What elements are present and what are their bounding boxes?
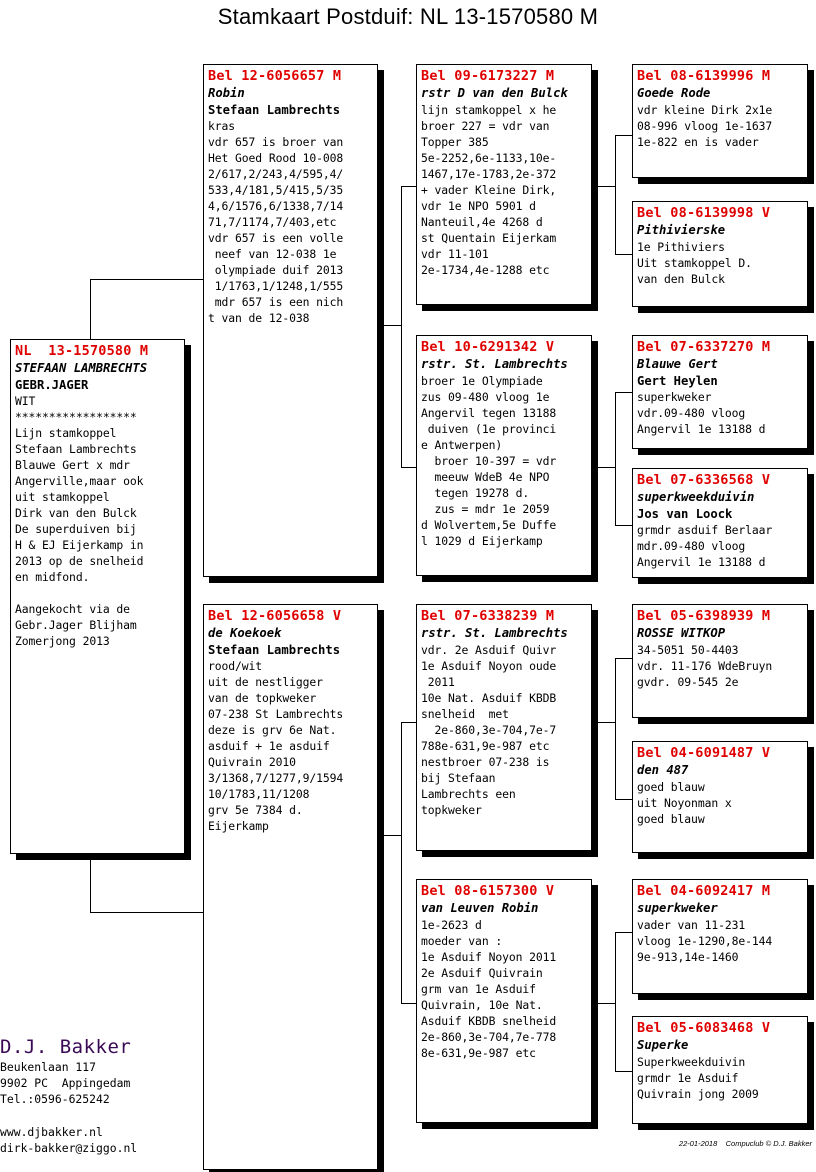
ring-number: Bel 08-6157300 V xyxy=(421,883,555,899)
ffm-card xyxy=(632,201,808,307)
connector-line xyxy=(615,932,633,933)
mmf-card xyxy=(632,879,808,994)
connector-line xyxy=(90,279,204,280)
connector-line xyxy=(591,467,615,468)
mfm-card xyxy=(632,741,808,853)
pigeon-notes: 1e Pithiviers Uit stamkoppel D. van den Bulck xyxy=(637,240,752,286)
pigeon-name: Robin xyxy=(208,86,245,100)
connector-line xyxy=(615,932,616,1072)
breeder-contact-links[interactable]: www.djbakker.nl dirk-bakker@ziggo.nl xyxy=(0,1125,138,1155)
page-title: Stamkaart Postduif: NL 13-1570580 M xyxy=(217,4,599,29)
ring-number: Bel 09-6173227 M xyxy=(421,68,555,84)
connector-line xyxy=(591,1003,615,1004)
pigeon-name: Pithivierske xyxy=(637,223,726,237)
fff-card xyxy=(632,64,808,178)
pigeon-notes: lijn stamkoppel x he broer 227 = vdr van Topper 385 5e-2252,6e-1133,10e- 1467,17e-1783,2e-372 + vader Kleine Dirk, vdr 1e NPO 5901 d Nanteuil,4e 4268 d st Quentain Eijerkam vdr 11-101 2e-1734,4e-1288 etc xyxy=(421,103,557,277)
owner-name: GEBR.JAGER xyxy=(15,378,89,392)
pigeon-name: superkweekduivin xyxy=(637,490,755,504)
pigeon-name: de Koekoek xyxy=(208,626,282,640)
mother-mother-card xyxy=(416,879,592,1123)
pigeon-name: van Leuven Robin xyxy=(421,901,539,915)
pigeon-notes: kras vdr 657 is broer van Het Goed Rood 10-008 2/617,2/243,4/595,4/ 533,4/181,5/415,5/35 4,6/1576,6/1338,7/14 71,7/1174,7/403,etc vdr 657 is een volle neef van 12-038 1e olympiade duif 2013 1/1763,1/1248,1/555 mdr 657 is een nich t van de 12-038 xyxy=(208,119,344,325)
ring-number: NL 13-1570580 M xyxy=(15,343,149,359)
pigeon-notes: grmdr asduif Berlaar mdr.09-480 vloog Angervil 1e 13188 d xyxy=(637,523,773,569)
connector-line xyxy=(615,254,633,255)
connector-line xyxy=(615,799,633,800)
ring-number: Bel 05-6398939 M xyxy=(637,608,771,624)
connector-line xyxy=(591,722,615,723)
pigeon-notes: Superkweekduivin grmdr 1e Asduif Quivrain jong 2009 xyxy=(637,1055,759,1101)
pigeon-name: superkweker xyxy=(637,901,718,915)
connector-line xyxy=(615,135,616,255)
connector-line xyxy=(401,722,417,723)
ring-number: Bel 07-6336568 V xyxy=(637,472,771,488)
owner-name: Gert Heylen xyxy=(637,374,718,388)
ring-number: Bel 08-6139996 M xyxy=(637,68,771,84)
pigeon-notes: 1e-2623 d moeder van : 1e Asduif Noyon 2011 2e Asduif Quivrain grm van 1e Asduif Quivrain, 10e Nat. Asduif KBDB snelheid 2e-860,3e-704,7e-778 8e-631,9e-987 etc xyxy=(421,918,557,1060)
ring-number: Bel 12-6056657 M xyxy=(208,68,342,84)
connector-line xyxy=(377,835,401,836)
pigeon-notes: broer 1e Olympiade zus 09-480 vloog 1e Angervil tegen 13188 duiven (1e provinci e Antwerpen) broer 10-397 = vdr meeuw WdeB 4e NPO tegen 19278 d. zus = mdr 1e 2059 d Wolvertem,5e Duffe l 1029 d Eijerkamp xyxy=(421,374,557,548)
mother-card xyxy=(203,604,378,1170)
connector-line xyxy=(615,135,633,136)
ring-number: Bel 08-6139998 V xyxy=(637,205,771,221)
owner-name: Jos van Loock xyxy=(637,507,733,521)
ring-number: Bel 12-6056658 V xyxy=(208,608,342,624)
connector-line xyxy=(401,186,402,468)
ring-number: Bel 10-6291342 V xyxy=(421,339,555,355)
pigeon-name: ROSSE WITKOP xyxy=(637,626,726,640)
pigeon-name: den 487 xyxy=(637,763,689,777)
pigeon-notes: vader van 11-231 vloog 1e-1290,8e-144 9e-913,14e-1460 xyxy=(637,918,773,964)
pigeon-name: Blauwe Gert xyxy=(637,357,718,371)
pigeon-notes: superkweker vdr.09-480 vloog Angervil 1e 13188 d xyxy=(637,390,766,436)
connector-line xyxy=(615,658,633,659)
owner-name: Stefaan Lambrechts xyxy=(208,103,341,117)
connector-line xyxy=(377,325,401,326)
pigeon-notes: WIT ****************** Lijn stamkoppel Stefaan Lambrechts Blauwe Gert x mdr Angerville,maar ook uit stamkoppel Dirk van den Bulck De superduiven bij H & EJ Eijerkamp in 2013 op de snelheid en midfond. Aangekocht via de Gebr.Jager Blijham Zomerjong 2013 xyxy=(15,394,144,648)
fmm-card xyxy=(632,468,808,578)
ring-number: Bel 04-6091487 V xyxy=(637,745,771,761)
connector-line xyxy=(401,722,402,1004)
pigeon-notes: 34-5051 50-4403 vdr. 11-176 WdeBruyn gvdr. 09-545 2e xyxy=(637,643,773,689)
pigeon-notes: vdr. 2e Asduif Quivr 1e Asduif Noyon oude 2011 10e Nat. Asduif KBDB snelheid met 2e-860,3e-704,7e-7 788e-631,9e-987 etc nestbroer 07-238 is bij Stefaan Lambrechts een topkweker xyxy=(421,643,557,817)
connector-line xyxy=(401,1003,417,1004)
pigeon-name: rstr. St. Lambrechts xyxy=(421,626,568,640)
ring-number: Bel 07-6337270 M xyxy=(637,339,771,355)
subject-card xyxy=(10,339,185,854)
ring-number: Bel 04-6092417 M xyxy=(637,883,771,899)
father-father-card xyxy=(416,64,592,305)
pigeon-name: Goede Rode xyxy=(637,86,711,100)
connector-line xyxy=(615,658,616,800)
pigeon-notes: rood/wit uit de nestligger van de topkweker 07-238 St Lambrechts deze is grv 6e Nat. asduif + 1e asduif Quivrain 2010 3/1368,7/1277,9/1594 10/1783,11/1208 grv 5e 7384 d. Eijerkamp xyxy=(208,659,344,833)
breeder-name: D.J. Bakker xyxy=(0,1036,132,1058)
ring-number: Bel 05-6083468 V xyxy=(637,1020,771,1036)
ring-number: Bel 07-6338239 M xyxy=(421,608,555,624)
connector-line xyxy=(401,186,417,187)
pigeon-notes: goed blauw uit Noyonman x goed blauw xyxy=(637,780,732,826)
connector-line xyxy=(401,467,417,468)
mff-card xyxy=(632,604,808,718)
breeder-address: Beukenlaan 117 9902 PC Appingedam Tel.:0596-625242 xyxy=(0,1060,131,1106)
connector-line xyxy=(90,912,204,913)
connector-line xyxy=(591,186,615,187)
connector-line xyxy=(90,279,91,341)
mother-father-card xyxy=(416,604,592,851)
pigeon-name: Superke xyxy=(637,1038,689,1052)
mmm-card xyxy=(632,1016,808,1124)
pigeon-name: rstr. St. Lambrechts xyxy=(421,357,568,371)
connector-line xyxy=(615,392,633,393)
father-mother-card xyxy=(416,335,592,576)
owner-name: Stefaan Lambrechts xyxy=(208,643,341,657)
pigeon-name: rstr D van den Bulck xyxy=(421,86,568,100)
print-credit: 22-01-2018 Compuclub © D.J. Bakker xyxy=(678,1139,812,1148)
fmf-card xyxy=(632,335,808,449)
pigeon-name: STEFAAN LAMBRECHTS xyxy=(15,361,148,375)
connector-line xyxy=(615,1071,633,1072)
connector-line xyxy=(90,853,91,913)
connector-line xyxy=(615,525,633,526)
connector-line xyxy=(615,392,616,526)
father-card xyxy=(203,64,378,577)
pigeon-notes: vdr kleine Dirk 2x1e 08-996 vloog 1e-1637 1e-822 en is vader xyxy=(637,103,773,149)
